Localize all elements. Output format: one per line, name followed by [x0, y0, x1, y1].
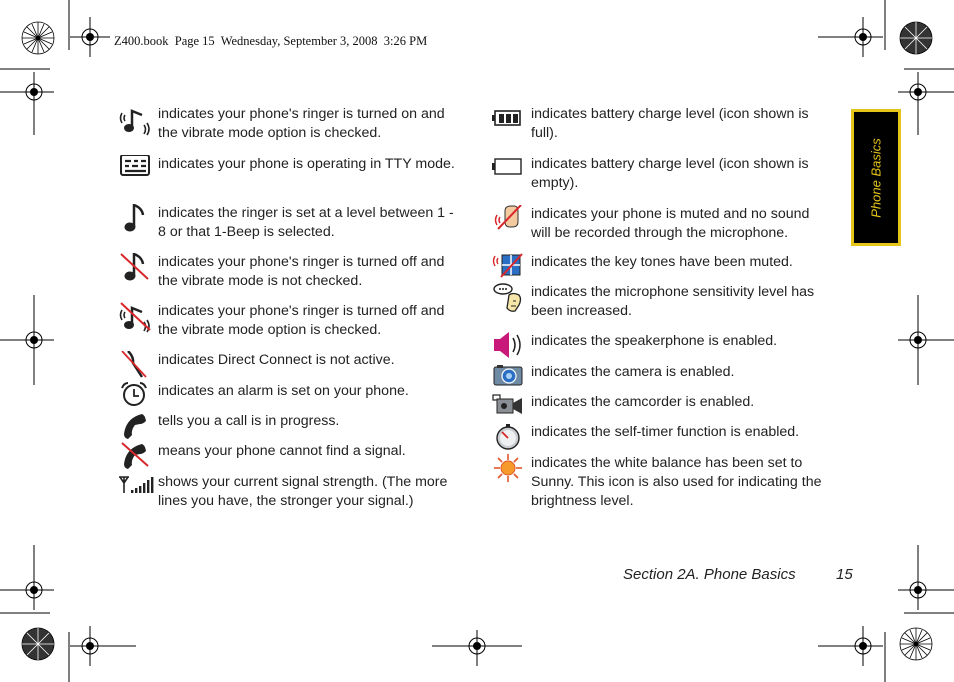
item-text: shows your current signal strength. (The more lines you have, the stronger your signal.) [158, 474, 448, 509]
ringer-off-icon [118, 253, 158, 287]
list-item [118, 351, 458, 385]
list-item [118, 253, 458, 291]
signal-strength-icon [118, 473, 158, 507]
list-item [491, 253, 831, 287]
camera-icon [491, 363, 531, 397]
item-text: indicates your phone is muted and no sound will be recorded through the microphone. [531, 206, 810, 241]
speakerphone-icon [491, 332, 531, 366]
footer-section: Section 2A. Phone Basics [623, 566, 796, 583]
mic-sensitivity-icon [491, 283, 531, 317]
list-item [491, 205, 831, 243]
alarm-icon [118, 382, 158, 416]
ringer-note-icon [118, 204, 158, 238]
item-text: indicates battery charge level (icon shown is full). [531, 106, 809, 141]
list-item [118, 442, 458, 476]
camcorder-icon [491, 393, 531, 427]
list-item [491, 332, 831, 366]
list-item [491, 393, 831, 427]
mute-icon [491, 205, 531, 239]
item-text: indicates the ringer is set at a level between 1 - 8 or that 1-Beep is selected. [158, 205, 454, 240]
item-text: indicates the camcorder is enabled. [531, 394, 755, 410]
item-text: tells you a call is in progress. [158, 413, 340, 429]
list-item [491, 105, 831, 143]
item-text: indicates the microphone sensitivity level has been increased. [531, 284, 815, 319]
no-signal-icon [118, 442, 158, 476]
list-item [491, 423, 831, 457]
item-text: indicates Direct Connect is not active. [158, 352, 395, 368]
item-text: indicates battery charge level (icon shown is empty). [531, 156, 809, 191]
ringer-vibrate-icon [118, 105, 158, 139]
item-text: indicates your phone's ringer is turned on and the vibrate mode option is checked. [158, 106, 445, 141]
list-item [118, 155, 458, 189]
item-text: indicates an alarm is set on your phone. [158, 383, 409, 399]
list-item [118, 105, 458, 143]
list-item [491, 363, 831, 397]
tty-icon [118, 155, 158, 189]
battery-full-icon [491, 105, 531, 139]
side-tab [851, 109, 901, 246]
list-item [491, 155, 831, 193]
list-item [118, 302, 458, 340]
item-text: indicates the key tones have been muted. [531, 254, 793, 270]
white-balance-sunny-icon [491, 454, 531, 488]
list-item [118, 382, 458, 416]
key-tones-muted-icon [491, 253, 531, 287]
call-in-progress-icon [118, 412, 158, 446]
list-item [118, 412, 458, 446]
self-timer-icon [491, 423, 531, 457]
direct-connect-off-icon [118, 351, 158, 385]
ringer-off-vibrate-icon [118, 302, 158, 336]
item-text: indicates your phone is operating in TTY mode. [158, 156, 455, 172]
list-item [491, 454, 831, 511]
battery-empty-icon [491, 155, 531, 189]
list-item [118, 473, 458, 511]
side-tab-label: Phone Basics [868, 137, 884, 218]
item-text: indicates your phone's ringer is turned off and the vibrate mode is not checked. [158, 254, 445, 289]
item-text: means your phone cannot find a signal. [158, 443, 406, 459]
list-item [491, 283, 831, 321]
list-item [118, 204, 458, 242]
page-number: 15 [836, 566, 853, 583]
item-text: indicates the camera is enabled. [531, 364, 735, 380]
item-text: indicates your phone's ringer is turned off and the vibrate mode option is checked. [158, 303, 445, 338]
item-text: indicates the white balance has been set to Sunny. This icon is also used for indicating the brightness level. [531, 455, 822, 509]
item-text: indicates the speakerphone is enabled. [531, 333, 778, 349]
item-text: indicates the self-timer function is enabled. [531, 424, 800, 440]
book-header: Z400.book Page 15 Wednesday, September 3, 2008 3:26 PM [114, 34, 428, 48]
